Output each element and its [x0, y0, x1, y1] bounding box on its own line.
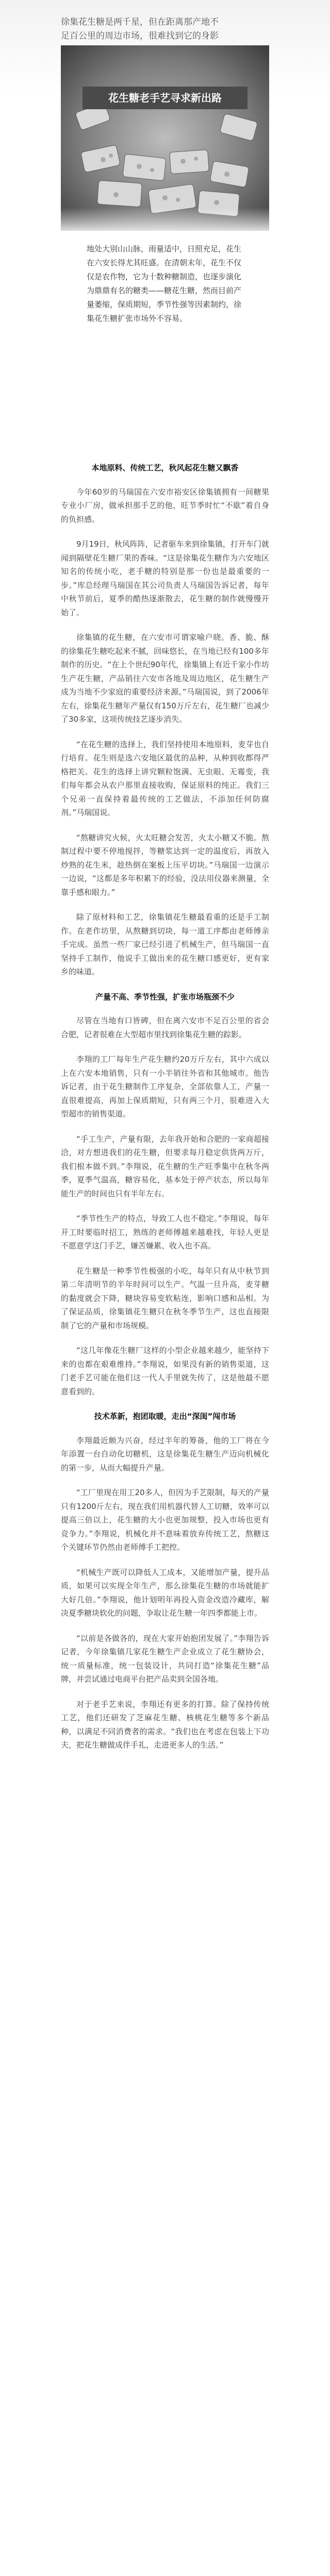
section-heading-2: 产量不高、季节性强，扩张市场瓶颈不少 — [95, 992, 235, 1002]
section-heading-3: 技术革新，抱团取暖，走出“深闺”闯市场 — [94, 1412, 236, 1421]
body-paragraph: 对于老手艺来说，李翔还有更多的打算。除了保持传统工艺，他们还研发了芝麻花生糖、核桃花生糖等多个新品种，以满足不同消费者的需求。“我们也在考虑在包装上下功夫，把花生糖做成伴手礼，走进更多人的生活。” — [61, 1699, 269, 1750]
body-paragraph: 尽管在当地有口皆碑，但在离六安市不足百公里的省会合肥，记者很难在大型超市里找到徐集花生糖的踪影。 — [61, 1016, 269, 1039]
body-paragraph: 李翔的工厂每年生产花生糖约20万斤左右，其中六成以上在六安本地销售，只有一小半销往外省和其他城市。他告诉记者，由于花生糖制作工序复杂，全部依靠人工，产量一直很难提高，再加上保质期短，只有两三个月，很难进入大型超市的销售渠道。 — [61, 1055, 269, 1118]
body-paragraph: “在花生糖的选择上，我们坚持使用本地原料，麦芽也自行培育。花生则是选六安地区最优的品种，从种到收都得严格把关。花生的选择上讲究颗粒饱满、无虫眼、无霉变，我们每年都会从农户那里直接收购，保证原料的纯正。我们三个兄弟一直保持着最传统的工艺做法，不添加任何防腐剂。”马瑞国说。 — [61, 739, 269, 817]
body-paragraph: “工厂里现在用工20多人，但因为手艺限制，每天的产量只有1200斤左右，现在我们用机器代替人工切糖，效率可以提高三倍以上，花生糖的大小也更加规整，投入市场也更有竞争力。”李翔说，机械化并不意味着放弃传统工艺，熬糖这个关键环节仍然由老师傅手工把控。 — [61, 1488, 269, 1552]
intro-text: 徐集花生糖是两千星，但在距离那产地不足百公里的周边市场，很难找到它的身影 — [61, 17, 219, 41]
body-paragraph: 花生糖是一种季节性极强的小吃，每年只有从中秋节到第二年清明节的半年时间可以生产。气温一旦升高，麦芽糖的黏度就会下降，糖块容易变软粘连，影响口感和品相。为了保证品质，徐集镇花生糖只在秋冬季节生产，这也直接限制了它的产量和市场规模。 — [61, 1266, 269, 1330]
peanut-candy-photo — [0, 45, 330, 236]
hero-image — [0, 45, 330, 236]
body-paragraph: “机械生产既可以降低人工成本，又能增加产量，提升品质，如果可以实现全年生产，那么徐集花生糖的市场就能扩大好几倍。”李翔说，他计划明年再投入资金改造冷藏库，解决夏季糖块软化的问题，争取让花生糖一年四季都能上市。 — [61, 1567, 269, 1618]
body-paragraph: “以前是各做各的，现在大家开始抱团发展了。”李翔告诉记者，今年徐集镇几家花生糖生产企业成立了花生糖协会，统一质量标准，统一包装设计，共同打造“徐集花生糖”品牌，并尝试通过电商平台把产品卖到全国各地。 — [61, 1633, 269, 1684]
body-paragraph: 李翔最近颇为兴奋，经过半年的筹备，他的工厂将在今年添置一台自动化切糖机，这是徐集花生糖生产迈向机械化的第一步，从而大幅提升产量。 — [61, 1435, 269, 1472]
body-paragraph: “这几年像花生糖厂这样的小型企业越来越少，能坚持下来的也都在艰难维持。”李翔说，如果没有新的销售渠道，这门老手艺可能在他们这一代人手里就失传了，这是他最不愿意看到的。 — [61, 1346, 269, 1396]
body-paragraph: “季节性生产的特点，导致工人也不稳定。”李翔说，每年开工时要临时招工，熟练的老师傅越来越难找，年轻人更是不愿意学这门手艺，嫌苦嫌累、收入也不高。 — [61, 1214, 269, 1250]
article-title: 花生糖老手艺寻求新出路 — [82, 87, 248, 109]
body-paragraph: 9月19日，秋风阵阵，记者驱车来到徐集镇，打开车门就闻到隔壁花生糖厂果的香味。“这是徐集花生糖作为六安地区知名的传统小吃，老手糖的特别是那一份也是最重要的一步。”库总经理马瑞国在其公司负责人马瑞国告诉记者，每年中秋节前后，夏季的酷热逐渐散去，花生糖的制作就慢慢开始了。 — [61, 539, 269, 617]
body-paragraph: 徐集镇的花生糖，在六安市可谓家喻户晓。香、脆、酥的徐集花生糖吃起来不腻，回味悠长，在当地已经有100多年制作的历史。“在上个世纪90年代，徐集镇上有近千家小作坊生产花生糖，产品销往六安市各地及周边地区，花生糖生产成为当地不少家庭的重要经济来源。”马瑞国说，到了2006年左右，徐集花生糖年产量仅有150万斤左右，花生糖厂也减少了30多家，这项传统技艺逐步消失。 — [61, 633, 269, 724]
article-body — [61, 461, 269, 1764]
lead-paragraph: 地处大别山山脉，雨量适中，日照充足，花生在六安长得尤其旺盛。在清朝末年，花生不仅仅是农作物，它为十数种糖制造，也逐步演化为鼎鼎有名的糖类——糖花生糖，然而目前产量萎缩，保质期短，季节性强等因素制约，徐集花生糖扩张市场外不容易。 — [87, 244, 242, 323]
body-paragraph: “熬糖讲究火候，火太旺糖会发苦，火太小糖又不脆。熬制过程中要不停地搅拌，等糖浆达到一定的温度后，再放入炒熟的花生米，趁热倒在案板上压平切块。”马瑞国一边演示一边说，“这都是多年积累下的经验，没法用仪器来测量，全靠手感和眼力。” — [61, 833, 269, 897]
body-paragraph: “手工生产，产量有限，去年我开始和合肥的一家商超接洽，对方想进我们的花生糖，但要求每月稳定供货两万斤，我们根本做不到。”李翔说，花生糖的生产旺季集中在秋冬两季，夏季气温高，糖容易化，基本处于停产状态，所以每年能生产的时间也只有半年左右。 — [61, 1134, 269, 1198]
section-heading-1: 本地原料、传统工艺，秋风起花生糖又飘香 — [91, 463, 239, 472]
body-paragraph: 今年60岁的马瑞国在六安市裕安区徐集镇拥有一间糖果专业小厂房，做承担那手艺的他，旺节季时忙“不歇”着自身的负担感。 — [61, 487, 269, 524]
body-paragraph: 除了原材料和工艺，徐集镇花生糖最看重的还是手工制作。在老作坊里，从熬糖到切块，每一道工序都由老师傅亲手完成。虽然一些厂家已经引进了机械生产，但马瑞国一直坚持手工制作，他说手工做出来的花生糖口感更好，更有家乡的味道。 — [61, 912, 269, 976]
